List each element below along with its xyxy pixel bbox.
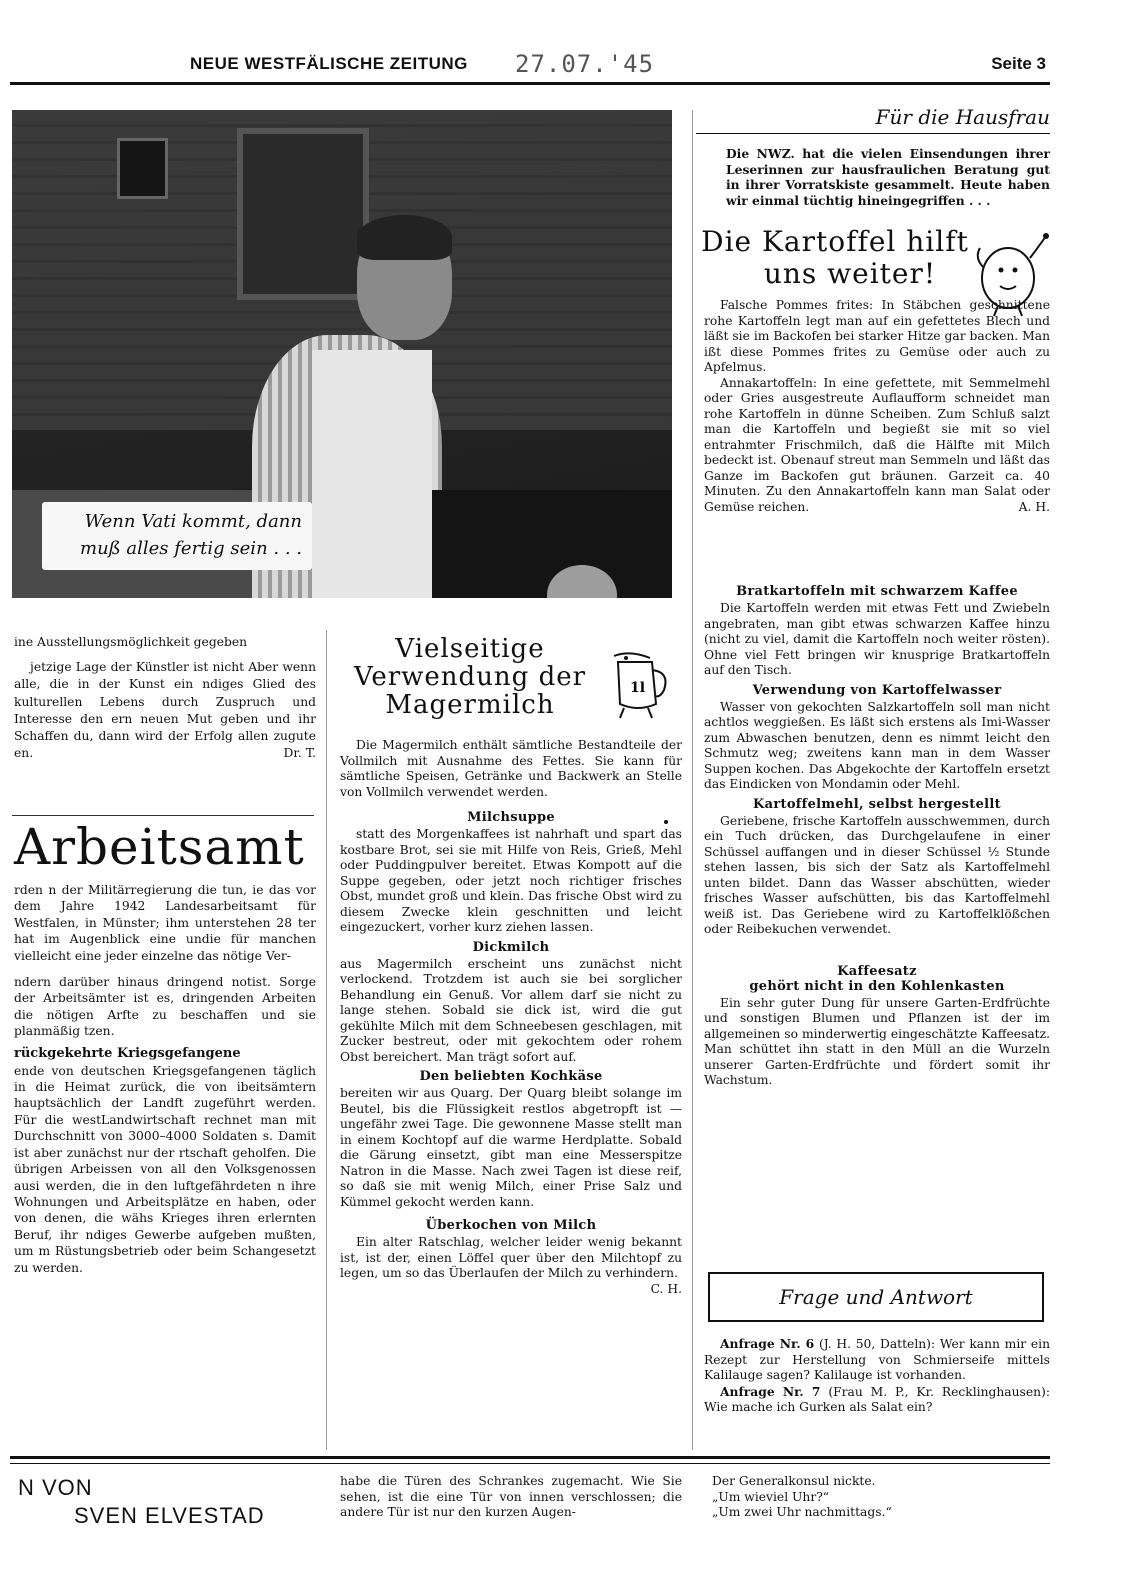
kartoffelmehl-heading: Kartoffelmehl, selbst hergestellt <box>753 796 1001 812</box>
ueberkochen-heading: Überkochen von Milch <box>425 1218 597 1233</box>
recipe-anna <box>704 376 1050 516</box>
serial-title-line-2: SVEN ELVESTAD <box>74 1503 265 1528</box>
milk-jug-icon <box>600 648 680 720</box>
page-number: Seite 3 <box>991 54 1046 73</box>
serial-text-middle: habe die Türen des Schrankes zugemacht. Wie Sie sehen, ist die eine Tür von innen verschlossen; die andere Tür ist nur den kurzen Augen- <box>340 1474 682 1519</box>
newspaper-name: NEUE WESTFÄLISCHE ZEITUNG <box>190 54 468 73</box>
magermilch-title-line-1: Vielseitige <box>395 634 545 664</box>
dickmilch-text: aus Magermilch erscheint uns zunächst nicht verlockend. Trotzdem ist auch sie bei sorglicher Behandlung ein Genuß. Vor allem darf sie nicht zu lange stehen. Sobald sie dick ist, wird die gut gekühlte Milch mit dem Schneebesen geschlagen, mit Zucker bestreut, oder mit gekochtem oder rohem Obst bereichert. Man trägt sofort auf. <box>340 956 682 1064</box>
left-divider <box>12 815 314 816</box>
recipe-pommes: Falsche Pommes frites: In Stäbchen geschnittene rohe Kartoffeln legt man auf ein gefettetes Blech und läßt sie im Backofen bei starker Hitze gar backen. Man ißt diese Pommes frites zu Gemüse oder auch zu Apfelmus. <box>704 298 1050 374</box>
ueberkochen-sign: C. H. <box>650 1281 682 1296</box>
potato-title-line-1: Die Kartoffel hilft <box>701 225 969 258</box>
arbeitsamt-text-2: ndern darüber hinaus dringend notist. Sorge der Arbeitsämter ist es, dringenden Arbeiten die nötigen Arfte zu beschaffen und sie planmäßig tzen. <box>14 975 316 1039</box>
arbeitsamt-body <box>14 882 316 1276</box>
kitchen-photo <box>12 110 672 598</box>
potato-title <box>700 226 970 290</box>
anfrage-7 <box>704 1384 1050 1416</box>
kartoffelmehl-text: Geriebene, frische Kartoffeln ausschwemmen, durch ein Tuch drücken, das Durchgelaufene in einer Schüssel auffangen und in dieser Schüssel ½ Stunde stehen lassen, bis sich der Satz als Kartoffelmehl unten bildet. Dann das Wasser abschütten, wieder frisches Wasser aufschütten, bis das Kartoffelmehl weiß ist. Das Geriebene wird zu Kartoffelklößchen oder Reibekuchen verwendet. <box>704 813 1050 936</box>
potato-recipes <box>704 298 1050 515</box>
milk-jug-label: 1l <box>630 680 646 696</box>
anfrage-6-label: Anfrage Nr. 6 <box>720 1336 815 1351</box>
potato-recipes-2 <box>704 580 1050 1089</box>
arbeitsamt-text-3: ende von deutschen Kriegsgefangenen täglich in die Heimat zurück, die von ibeitsämtern hauptsächlich der Landft zugeführt werden. Für die westLandwirtschaft rechnet man mit Durchschnitt von 3000–4000 Soldaten s. Damit ist aber zunächst nur der rtschaft geholfen. Die übrigen Arbeissen von all den Volksgenossen ausi werden, die in den luftgefährdeten n ihre Wohnungen und Arbeitsplätze en haben, oder von denen, die wähs Krieges ihren erlernten Beruf, ihr ndiges Gewerbe aufgeben mußten, um m Rüstungsbetrieb oder beim Schangesetzt zu werden. <box>14 1063 316 1275</box>
frage-antwort-body <box>704 1336 1050 1416</box>
kriegsgefangene-heading: rückgekehrte Kriegsgefangene <box>14 1045 241 1061</box>
bottom-rule-thin <box>10 1463 1050 1464</box>
caption-line-1: Wenn Vati kommt, dann <box>84 511 302 532</box>
serial-right-line-3: „Um zwei Uhr nachmittags.“ <box>712 1505 892 1519</box>
frage-antwort-box: Frage und Antwort <box>708 1272 1044 1322</box>
photo-woman-hair <box>357 215 452 260</box>
section-heading: Für die Hausfrau <box>696 105 1050 134</box>
ueberkochen-text <box>340 1235 682 1296</box>
handwritten-date: 27.07.'45 <box>515 50 655 78</box>
kartoffelwasser-text: Wasser von gekochten Salzkartoffeln soll man nicht achtlos weggießen. Es läßt sich erstens als Imi-Wasser zum Abwaschen benutzen, denn es nimmt leicht den Schmutz weg; zweitens kann man in dem Wasser Suppen kochen. Das Abgekochte der Kartoffeln ersetzt das Eindicken von Mondamin oder Mehl. <box>704 699 1050 791</box>
kochkaese-heading: Den beliebten Kochkäse <box>419 1069 603 1084</box>
recipe-anna-sign: A. H. <box>1018 499 1050 514</box>
column-rule-left <box>326 630 327 1450</box>
kaffeesatz-text: Ein sehr guter Dung für unsere Garten-Erdfrüchte und sonstigen Blumen und Pflanzen ist der im allgemeinen so minderwertig eingeschätzte Kaffeesatz. Man schüttet ihn statt in den Müll an die Wurzeln unserer Garten-Erdfrüchte und fördert somit ihr Wachstum. <box>704 995 1050 1087</box>
magermilch-title-line-3: Magermilch <box>385 690 555 720</box>
magermilch-title <box>340 635 600 719</box>
arbeitsamt-headline: Arbeitsamt <box>14 818 305 876</box>
milchsuppe-text: statt des Morgenkaffees ist nahrhaft und spart das kostbare Brot, sei sie mit Hilfe von Reis, Grieß, Mehl oder Puddingpulver bereitet. Etwas Kompott auf die Suppe gegeben, oder jetzt noch richtiger frisches Obst, mundet groß und klein. Das frische Obst wird zu diesem Zwecke klein geschnitten und leicht eingezuckert, vorher kurz ziehen lassen. <box>340 827 682 934</box>
serial-right-line-2: „Um wieviel Uhr?“ <box>712 1489 830 1504</box>
magermilch-title-line-2: Verwendung der <box>353 662 587 692</box>
serial-text-right <box>712 1474 1050 1521</box>
recipe-anna-text: Annakartoffeln: In eine gefettete, mit Semmelmehl oder Gries ausgestreute Auflaufform schneidet man rohe Kartoffeln in dünne Scheiben. Zum Schluß salzt man die Kartoffeln und begießt sie mit so viel entrahmter Frischmilch, daß die Hälfte mit Milch bedeckt ist. Obenauf streut man Semmeln und läßt das Ganze im Backofen gut bräunen. Garzeit ca. 40 Minuten. Zu den Annakartoffeln kann man Salat oder Gemüse reichen. <box>704 375 1050 514</box>
milchsuppe-heading: Milchsuppe <box>467 810 555 825</box>
kochkaese-text: bereiten wir aus Quarg. Der Quarg bleibt solange im Beutel, bis die Flüssigkeit restlos abgetropft ist — ungefähr zwei Tage. Die gewonnene Masse stellt man in einem Kochtopf auf die warme Herdplatte. Sobald die Gärung einsetzt, gibt man eine Messerspitze Natron in die Masse. Nach zwei Tagen ist diese reif, so daß sie mit wenig Milch, einer Prise Salz und Kümmel gekocht werden kann. <box>340 1086 682 1209</box>
kartoffelwasser-heading: Verwendung von Kartoffelwasser <box>752 682 1002 698</box>
serial-title <box>18 1474 265 1530</box>
anfrage-6 <box>704 1336 1050 1384</box>
potato-title-line-2: uns weiter! <box>763 257 937 290</box>
ueberkochen-body: Ein alter Ratschlag, welcher leider wenig bekannt ist, ist der, einen Löffel quer über den Milchtopf zu legen, um so das Überlaufen der Milch zu verhindern. <box>340 1235 682 1280</box>
kaffeesatz-heading-2: gehört nicht in den Kohlenkasten <box>749 978 1005 994</box>
art-fragment-sign: Dr. T. <box>283 746 316 761</box>
art-fragment-1: ine Ausstellungsmöglichkeit gegeben <box>14 635 248 649</box>
serial-title-line-1: N VON <box>18 1475 93 1500</box>
photo-apron <box>312 350 432 598</box>
right-intro: Die NWZ. hat die vielen Einsendungen ihrer Leserinnen zur hausfraulichen Beratung gut in ihrer Vorratskiste gesammelt. Heute haben wir einmal tüchtig hineingegriffen . . . <box>726 146 1050 208</box>
anfrage-7-text: (Frau M. P., Kr. Recklinghausen): Wie mache ich Gurken als Salat ein? <box>704 1384 1050 1414</box>
photo-caption <box>52 508 302 562</box>
spacer <box>704 938 1050 964</box>
arbeitsamt-text-1: rden n der Militärregierung die tun, ie das vor dem Jahre 1942 Landesarbeitsamt für Westfalen, in Münster; ihm unterstehen 28 ter hat im Augenblick eine undie für manchen vielleicht eine jeder einzelne das nötige Ver- <box>14 883 316 963</box>
magermilch-intro: Die Magermilch enthält sämtliche Bestandteile der Vollmilch mit Ausnahme des Fettes. Sie kann für sämtliche Speisen, Getränke und Backwerk an Stelle von Vollmilch verwendet werden. <box>340 738 682 799</box>
anfrage-7-label: Anfrage Nr. 7 <box>720 1383 821 1399</box>
art-article-fragment <box>14 634 316 762</box>
bratkartoffeln-heading: Bratkartoffeln mit schwarzem Kaffee <box>736 584 1018 599</box>
dickmilch-heading: Dickmilch <box>472 939 550 955</box>
caption-line-2: muß alles fertig sein . . . <box>80 538 302 559</box>
photo-wall-picture <box>117 138 168 199</box>
stray-dot <box>664 820 668 824</box>
serial-right-line-1: Der Generalkonsul nickte. <box>712 1474 876 1488</box>
kaffeesatz-heading-1: Kaffeesatz <box>837 963 917 979</box>
bottom-rule <box>10 1456 1050 1459</box>
column-rule-right <box>692 110 693 1450</box>
magermilch-body <box>340 738 682 1297</box>
art-fragment-2 <box>14 659 316 762</box>
bratkartoffeln-text: Die Kartoffeln werden mit etwas Fett und Zwiebeln angebraten, man gibt etwas schwarzen Kaffee hinzu (nicht zu viel, damit die Kartoffeln noch weiter rösten). Ohne viel Fett bringen wir knusprige Bratkartoffeln auf den Tisch. <box>704 601 1050 677</box>
art-fragment-2-text: jetzige Lage der Künstler ist nicht Aber wenn alle, die in der Kunst ein ndiges Glied des kulturellen Lebens durch Zuspruch und Interesse den ern neuen Mut geben und ihr Schaffen du, dann wird der Erfolg allen zugute en. <box>14 660 316 761</box>
anfrage-6-text: (J. H. 50, Datteln): Wer kann mir ein Rezept zur Herstellung von Schmierseife mittels Kalilauge sagen? Kalilauge ist vorhanden. <box>704 1337 1050 1382</box>
masthead <box>10 50 1050 85</box>
photo-door <box>237 128 369 300</box>
